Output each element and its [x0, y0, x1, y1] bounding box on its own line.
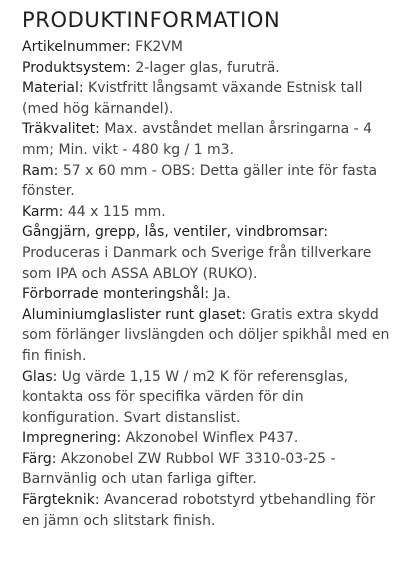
- spec-aluminium-glazing-beads: [22, 305, 394, 367]
- spec-value: Avancerad robotstyrd ytbehandling för en jämn och slitstark finish.: [22, 492, 376, 529]
- spec-label: Träkvalitet:: [22, 121, 100, 138]
- spec-value: 44 x 115 mm.: [67, 203, 166, 220]
- page-title: PRODUKTINFORMATION: [22, 8, 281, 32]
- spec-material: [22, 78, 394, 119]
- spec-wood-quality: [22, 119, 394, 160]
- spec-list: [22, 37, 394, 531]
- spec-value: Produceras i Danmark och Sverige från tillverkare som IPA och ASSA ABLOY (RUKO).: [22, 244, 372, 282]
- spec-label: Gångjärn, grepp, lås, ventiler, vindbromsar:: [22, 224, 329, 241]
- spec-value: Ja.: [213, 286, 231, 303]
- spec-glass: [22, 367, 394, 429]
- spec-predrilled-holes: [22, 284, 394, 305]
- spec-value: Gratis extra skydd som förlänger livslängden och döljer spikhål med en fin finish.: [22, 306, 390, 364]
- spec-value: 57 x 60 mm - OBS: Detta gäller inte för fasta fönster.: [22, 162, 378, 200]
- spec-product-system: [22, 58, 394, 79]
- spec-value: Ug värde 1,15 W / m2 K för referensglas, kontakta oss för specifika värden för din konfiguration. Svart distanslist.: [22, 368, 349, 426]
- spec-label: Karm:: [22, 203, 64, 220]
- spec-label: Färgteknik:: [22, 492, 100, 509]
- spec-value: Akzonobel ZW Rubbol WF 3310-03-25 - Barnvänlig och utan farliga gifter.: [22, 450, 336, 488]
- spec-frame: [22, 161, 394, 202]
- spec-value: Akzonobel Winflex P437.: [125, 430, 299, 447]
- spec-label: Färg:: [22, 450, 57, 467]
- spec-label: Aluminiumglaslister runt glaset:: [22, 306, 247, 323]
- spec-value: 2-lager glas, furuträ.: [135, 59, 280, 76]
- spec-casing: [22, 202, 394, 223]
- spec-hardware: [22, 222, 394, 284]
- spec-value: FK2VM: [135, 39, 183, 55]
- spec-label: Förborrade monteringshål:: [22, 286, 210, 303]
- spec-label: Impregnering:: [22, 430, 122, 447]
- spec-label: Glas:: [22, 368, 58, 385]
- spec-value: Kvistfritt långsamt växande Estnisk tall (med hög kärnandel).: [22, 80, 363, 117]
- spec-article-number: [22, 37, 394, 58]
- spec-label: Artikelnummer:: [22, 39, 131, 55]
- spec-label: Ram:: [22, 162, 59, 179]
- spec-paint-technique: [22, 490, 394, 531]
- spec-paint: [22, 449, 394, 490]
- spec-impregnation: [22, 428, 394, 449]
- spec-label: Material:: [22, 80, 84, 97]
- spec-value: Max. avståndet mellan årsringarna - 4 mm; Min. vikt - 480 kg / 1 m3.: [22, 121, 373, 158]
- spec-label: Produktsystem:: [22, 59, 131, 76]
